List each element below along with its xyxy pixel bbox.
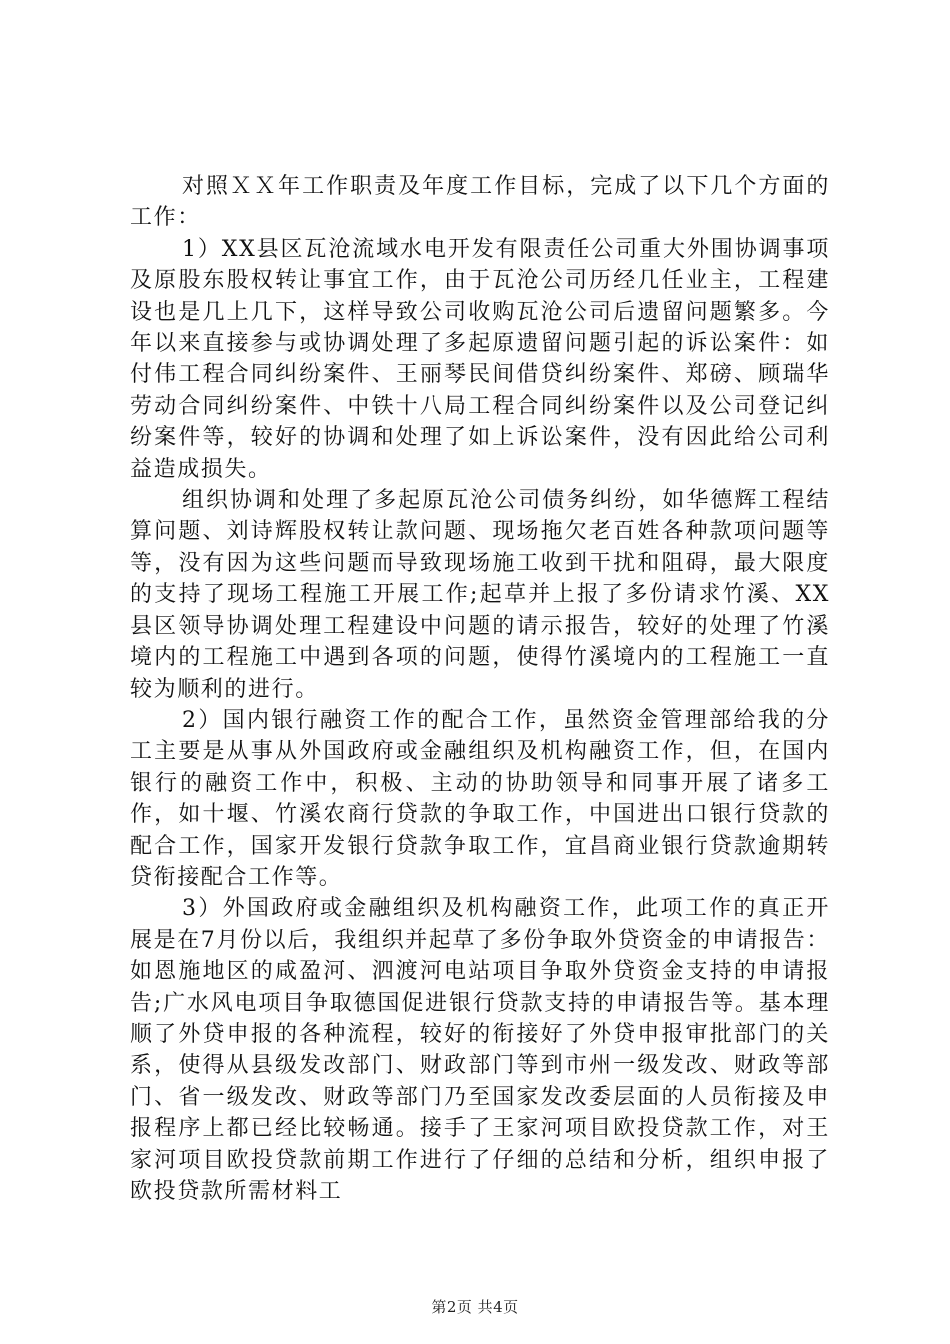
- paragraph-item-1-continued: 组织协调和处理了多起原瓦沧公司债务纠纷，如华德辉工程结算问题、刘诗辉股权转让款问题、现场拖欠老百姓各种款项问题等等，没有因为这些问题而导致现场施工收到干扰和阻碍，最大限度的支持了现场工程施工开展工作;起草并上报了多份请求竹溪、XX县区领导协调处理工程建设中问题的请示报告，较好的处理了竹溪境内的工程施工中遇到各项的问题，使得竹溪境内的工程施工一直较为顺利的进行。: [130, 488, 830, 702]
- document-body: [130, 171, 830, 1207]
- page-number-footer: 第2页 共4页: [431, 1298, 519, 1316]
- paragraph-item-3: 3）外国政府或金融组织及机构融资工作，此项工作的真正开展是在7月份以后，我组织并起草了多份争取外贷资金的申请报告：如恩施地区的咸盈河、泗渡河电站项目争取外贷资金支持的申请报告;广水风电项目争取德国促进银行贷款支持的申请报告等。基本理顺了外贷申报的各种流程，较好的衔接好了外贷申报审批部门的关系，使得从县级发改部门、财政部门等到市州一级发改、财政等部门、省一级发改、财政等部门乃至国家发改委层面的人员衔接及申报程序上都已经比较畅通。接手了王家河项目欧投贷款工作，对王家河项目欧投贷款前期工作进行了仔细的总结和分析，组织申报了欧投贷款所需材料工: [130, 896, 830, 1204]
- paragraph-item-2: 2）国内银行融资工作的配合工作，虽然资金管理部给我的分工主要是从事从外国政府或金融组织及机构融资工作，但，在国内银行的融资工作中，积极、主动的协助领导和同事开展了诸多工作，如十堰、竹溪农商行贷款的争取工作，中国进出口银行贷款的配合工作，国家开发银行贷款争取工作，宜昌商业银行贷款逾期转贷衔接配合工作等。: [130, 707, 830, 890]
- paragraph-intro: 对照ＸＸ年工作职责及年度工作目标，完成了以下几个方面的工作：: [130, 174, 830, 231]
- paragraph-item-1: 1）XX县区瓦沧流域水电开发有限责任公司重大外围协调事项及原股东股权转让事宜工作，由于瓦沧公司历经几任业主，工程建设也是几上几下，这样导致公司收购瓦沧公司后遗留问题繁多。今年以来直接参与或协调处理了多起原遗留问题引起的诉讼案件：如付伟工程合同纠纷案件、王丽琴民间借贷纠纷案件、郑磅、顾瑞华劳动合同纠纷案件、中铁十八局工程合同纠纷案件以及公司登记纠纷案件等，较好的协调和处理了如上诉讼案件，没有因此给公司利益造成损失。: [130, 236, 830, 482]
